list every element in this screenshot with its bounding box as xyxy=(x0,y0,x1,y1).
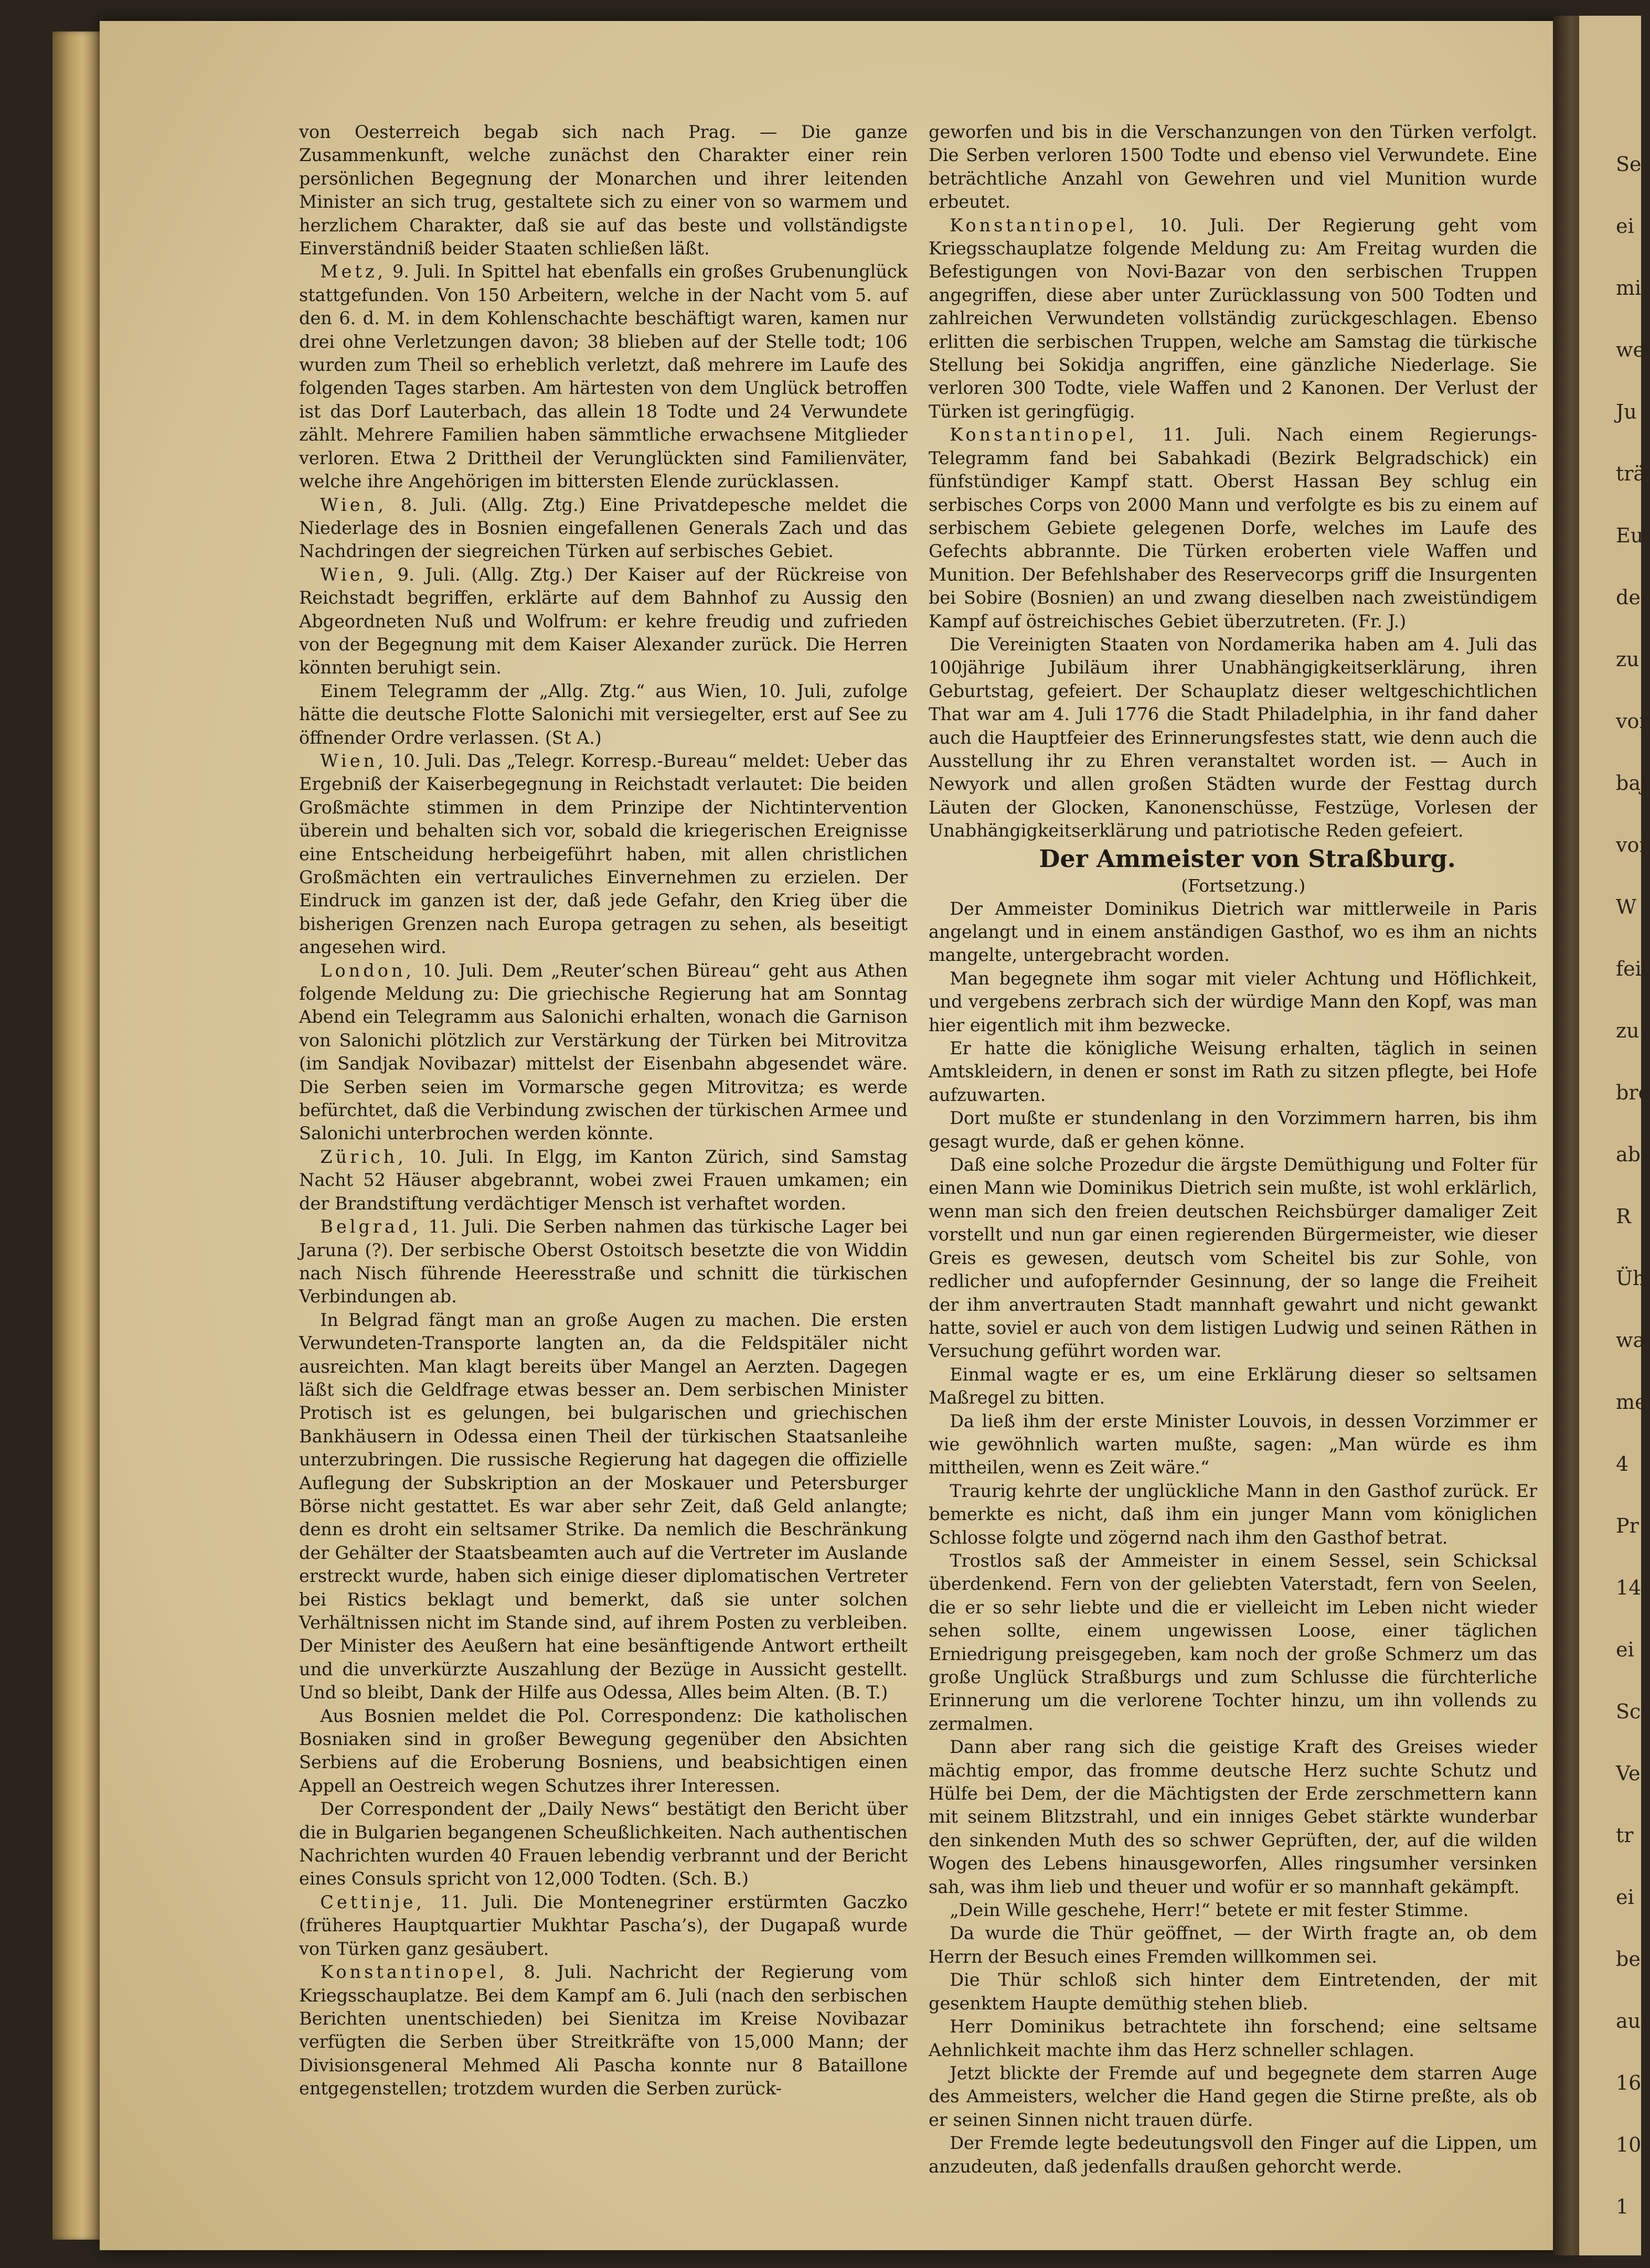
news-item xyxy=(299,494,908,563)
book-block-edge xyxy=(52,31,102,2240)
story-paragraph: Die Thür schloß sich hinter dem Eintretenden, der mit gesenktem Haupte demüthig stehen blieb. xyxy=(929,1970,1537,2014)
edge-fragment: zu xyxy=(1616,1019,1640,1042)
edge-fragment: ei xyxy=(1616,1638,1634,1661)
edge-fragment: ei xyxy=(1616,1886,1634,1909)
dateline: Cettinje, xyxy=(320,1891,425,1912)
dateline: Konstantinopel, xyxy=(950,424,1137,445)
edge-fragment: W xyxy=(1616,895,1637,918)
story-paragraph: Da ließ ihm der erste Minister Louvois, in dessen Vorzimmer er wie gewöhnlich warten mußte, sagen: „Man würde es ihm mittheilen, wenn es Zeit wäre.“ xyxy=(929,1410,1537,1478)
news-item xyxy=(299,680,908,750)
news-item xyxy=(299,121,908,260)
dateline: Wien, xyxy=(320,564,387,585)
story-paragraph: Dort mußte er stundenlang in den Vorzimmern harren, bis ihm gesagt wurde, daß er gehen könne. xyxy=(929,1108,1537,1152)
dateline: Metz, xyxy=(320,261,387,282)
news-item xyxy=(299,260,908,493)
dateline: London, xyxy=(320,960,415,981)
dateline: Wien, xyxy=(320,750,387,771)
edge-fragment: we xyxy=(1616,338,1645,361)
story-paragraph: Herr Dominikus betrachtete ihn forschend; eine seltsame Aehnlichkeit machte ihm das Herz schneller schlagen. xyxy=(929,2016,1537,2060)
news-text: 10. Juli. Das „Telegr. Korresp.-Bureau“ meldet: Ueber das Ergebniß der Kaiserbegegnung in Reichstadt verlautet: Die beiden Großmächte stimmen in dem Prinzipe der Nichtintervention überein und behalten sich vor, sobald die kriegerischen Ereignisse eine Entscheidung herbeigeführt haben, mit allen christlichen Großmächten ein vertrauliches Einvernehmen zu erzielen. Der Eindruck im ganzen ist der, daß jede Gefahr, den Krieg über die bisherigen Grenzen nach Europa getragen zu sehen, als beseitigt angesehen wird. xyxy=(299,750,908,958)
news-text: 11. Juli. Die Montenegriner erstürmten Gaczko (früheres Hauptquartier Mukhtar Pascha’s), der Dugapaß wurde von Türken ganz gesäubert. xyxy=(299,1891,908,1959)
news-item xyxy=(299,1215,908,1309)
edge-fragment: ei xyxy=(1616,215,1634,238)
edge-fragment: der xyxy=(1616,586,1650,609)
edge-fragment: wa xyxy=(1616,1329,1645,1352)
edge-fragment: vor xyxy=(1616,710,1649,733)
edge-fragment: Eu xyxy=(1616,524,1644,547)
edge-fragment: Sc xyxy=(1616,1700,1641,1723)
news-text: geworfen und bis in die Verschanzungen von den Türken verfolgt. Die Serben verloren 1500 Todte und ebenso viel Verwundete. Eine beträchtliche Anzahl von Gewehren und viel Munition wurde erbeutet. xyxy=(929,122,1537,212)
edge-fragment: 1 xyxy=(1616,2195,1629,2218)
edge-fragment: Üh xyxy=(1616,1267,1646,1290)
dateline: Konstantinopel, xyxy=(320,1962,508,1983)
story-paragraph: Jetzt blickte der Fremde auf und begegnete dem starren Auge des Ammeisters, welcher die Hand gegen die Stirne preßte, als ob er seinen Sinnen nicht trauen dürfe. xyxy=(929,2062,1537,2130)
edge-fragment: tr xyxy=(1616,1824,1634,1847)
news-item xyxy=(929,214,1537,424)
edge-fragment: vor xyxy=(1616,833,1649,857)
story-paragraph: Daß eine solche Prozedur die ärgste Demüthigung und Folter für einen Mann wie Dominikus Dietrich sein mußte, ist wohl erklärlich, wenn man sich den freien deutschen Reichsbürger damaliger Zeit vorstellt und nun gar einen regierenden Bürgermeister, wie dieser Greis es gewesen, deutsch vom Scheitel bis zur Sohle, von redlicher und aufopfernder Gesinnung, der so lange die Freiheit der ihm anvertrauten Stadt mannhaft gewahrt und nicht gewankt hatte, soviel er auch von dem listigen Ludwig und seinen Räthen in Versuchung geführt worden war. xyxy=(929,1154,1537,1362)
edge-fragment: zu xyxy=(1616,648,1640,671)
news-item xyxy=(299,1891,908,1961)
story-paragraph: Einmal wagte er es, um eine Erklärung dieser so seltsamen Maßregel zu bitten. xyxy=(929,1364,1537,1408)
news-text: In Belgrad fängt man an große Augen zu machen. Die ersten Verwundeten-Transporte langten an, da die Feldspitäler nicht ausreichten. Man klagt bereits über Mangel an Aerzten. Dagegen läßt sich die Geldfrage etwas besser an. Dem serbischen Minister Protisch ist es gelungen, bei bulgarischen und griechischen Bankhäusern in Odessa einen Theil der türkischen Staatsanleihe unterzubringen. Die russische Regierung hat dagegen die offizielle Auflegung der Subskription an der Moskauer und Petersburger Börse nicht gestattet. Es war aber sehr Zeit, daß Geld anlangte; denn es droht ein seltsamer Strike. Da nemlich die Beschränkung der Gehälter der Staatsbeamten auch auf die Vertreter im Auslande erstreckt wurde, haben sich einige dieser diplomatischen Vertreter bei Ristics beklagt und bemerkt, daß sie unter solchen Verhältnissen nicht im Stande sind, auf ihrem Posten zu verbleiben. Der Minister des Aeußern hat eine besänftigende Antwort ertheilt und die unverkürzte Auszahlung der Bezüge in Aussicht gestellt. Und so bleibt, Dank der Hilfe aus Odessa, Alles beim Alten. (B. T.) xyxy=(299,1309,908,1703)
edge-fragment: R xyxy=(1616,1205,1631,1228)
news-item xyxy=(299,1961,908,2100)
story-paragraph: Traurig kehrte der unglückliche Mann in den Gasthof zurück. Er bemerkte es nicht, daß ihm ein junger Mann vom königlichen Schlosse folgte und zögernd nach ihm den Gasthof betrat. xyxy=(929,1480,1537,1548)
edge-fragment: trä xyxy=(1616,462,1646,485)
edge-fragment: Ve xyxy=(1616,1762,1641,1785)
edge-fragment: me xyxy=(1616,1390,1647,1414)
edge-fragment: 10 xyxy=(1616,2133,1642,2156)
dateline: Belgrad, xyxy=(320,1216,422,1237)
news-text: 10. Juli. In Elgg, im Kanton Zürich, sind Samstag Nacht 52 Häuser abgebrannt, wobei zwei Frauen umkamen; ein der Brandstiftung verdächtiger Mensch ist verhaftet worden. xyxy=(299,1146,908,1214)
story-subtitle: (Fortsetzung.) xyxy=(1181,875,1306,896)
edge-fragment: ab xyxy=(1616,1143,1641,1166)
story-paragraph: Der Fremde legte bedeutungsvoll den Finger auf die Lippen, um anzudeuten, daß jedenfalls draußen gehorcht werde. xyxy=(929,2133,1537,2177)
story-paragraph: Der Ammeister Dominikus Dietrich war mittlerweile in Paris angelangt und in einem anständigen Gasthof, wo es ihm an nichts mangelte, untergebracht worden. xyxy=(929,898,1537,966)
news-text: 8. Juli. (Allg. Ztg.) Eine Privatdepesche meldet die Niederlage des in Bosnien eingefallenen Generals Zach und das Nachdringen der siegreichen Türken auf serbisches Gebiet. xyxy=(299,494,908,562)
story-title: Der Ammeister von Straßburg. xyxy=(1039,844,1456,873)
news-text: Der Correspondent der „Daily News“ bestätigt den Bericht über die in Bulgarien begangenen Scheußlichkeiten. Nach authentischen Nachrichten wurden 40 Frauen lebendig verbrannt und der Bericht eines Consuls spricht von 12,000 Todten. (Sch. B.) xyxy=(299,1799,908,1889)
story-paragraph: Dann aber rang sich die geistige Kraft des Greises wieder mächtig empor, das fromme deutsche Herz suchte Schutz und Hülfe bei Dem, der die Mächtigsten der Erde zerschmettern kann mit seinem Blitzstrahl, und ein inniges Gebet stärkte wunderbar den sinkenden Muth des so schwer Geprüften, der, auf die wilden Wogen des Lebens hinausgeworfen, Alles ringsumher versinken sah, was ihm lieb und theuer und wofür er so mannhaft gekämpft. xyxy=(929,1737,1537,1897)
news-text: 9. Juli. (Allg. Ztg.) Der Kaiser auf der Rückreise von Reichstadt begriffen, erklärte auf dem Bahnhof zu Aussig den Abgeordneten Nuß und Wolfrum: er kehre freudig und zufrieden von der Begegnung mit dem Kaiser Alexander zurück. Die Herren könnten beruhigt sein. xyxy=(299,564,908,678)
edge-fragment: Ju xyxy=(1616,400,1637,423)
news-item xyxy=(929,633,1537,843)
news-text: 10. Juli. Der Regierung geht vom Kriegsschauplatze folgende Meldung zu: Am Freitag wurden die Befestigungen von Novi-Bazar von den serbischen Truppen angegriffen, diese aber unter Zurücklassung von 500 Todten und zahlreichen Verwundeten vollständig zurückgeschlagen. Ebenso erlitten die serbischen Truppen, welche am Samstag die türkische Stellung bei Sokidja angriffen, eine gänzliche Niederlage. Sie verloren 300 Todte, viele Waffen und 2 Kanonen. Der Verlust der Türken ist geringfügig. xyxy=(929,215,1537,422)
news-item xyxy=(299,1146,908,1215)
dateline: Zürich, xyxy=(320,1146,407,1167)
edge-fragment: feit xyxy=(1616,957,1649,980)
news-text: 11. Juli. Nach einem Regierungs-Telegramm fand bei Sabahkadi (Bezirk Belgradschick) ein fünfstündiger Kampf statt. Oberst Hassan Bey schlug ein serbisches Corps von 2000 Mann und verfolgte es bis zu einem auf serbischem Gebiete gelegenen Dorfe, welches im Laufe des Gefechts abbrannte. Die Türken eroberten viele Waffen und Munition. Der Befehlshaber des Reservecorps griff die Insurgenten bei Sobire (Bosnien) an und zwang dieselben nach zweistündigem Kampf auf östreichisches Gebiet überzutreten. (Fr. J.) xyxy=(929,424,1537,632)
news-item xyxy=(299,1705,908,1798)
edge-fragment: 4 xyxy=(1616,1452,1629,1475)
news-text: Aus Bosnien meldet die Pol. Correspondenz: Die katholischen Bosniaken sind in großer Bewegung gegenüber den Absichten Serbiens auf die Eroberung Bosniens, und beabsichtigen einen Appell an Oestreich wegen Schutzes ihrer Interessen. xyxy=(299,1705,908,1796)
news-item xyxy=(929,423,1537,633)
story-paragraph: Trostlos saß der Ammeister in einem Sessel, sein Schicksal überdenkend. Fern von der geliebten Vaterstadt, fern von Seelen, die er so sehr liebte und die er vielleicht im Leben nicht wieder sehen sollte, einem ungewissen Loose, einer täglichen Erniedrigung preisgegeben, kam noch der große Schmerz um das große Unglück Straßburgs und zum Schlusse die fürchterliche Erinnerung um die verlorene Tochter hinzu, um ihn vollends zu zermalmen. xyxy=(929,1550,1537,1734)
story-paragraph: Man begegnete ihm sogar mit vieler Achtung und Höflichkeit, und vergebens zerbrach sich der würdige Mann den Kopf, was man hier eigentlich mit ihm bezwecke. xyxy=(929,968,1537,1035)
right-column xyxy=(929,121,1537,2198)
news-item xyxy=(299,750,908,959)
edge-fragment: baj xyxy=(1616,772,1647,795)
dateline: Konstantinopel, xyxy=(950,215,1137,236)
news-text: Die Vereinigten Staaten von Nordamerika haben am 4. Juli das 100jährige Jubiläum ihrer Unabhängigkeitserklärung, ihren Geburtstag, gefeiert. Der Schauplatz dieser weltgeschichtlichen That war am 4. Juli 1776 die Stadt Philadelphia, in ihr fand daher auch die Hauptfeier des Erinnerungsfestes statt, wie denn auch die Ausstellung ihr zu Ehren veranstaltet worden ist. — Auch in Newyork und allen großen Städten wurde der Festtag durch Läuten der Glocken, Kanonenschüsse, Festzüge, Vorlesen der Unabhängigkeitserklärung und patriotische Reden gefeiert. xyxy=(929,634,1537,841)
edge-fragment: Pr xyxy=(1616,1514,1639,1537)
edge-fragment: 16 xyxy=(1616,2071,1642,2094)
news-item xyxy=(299,1798,908,1891)
news-item xyxy=(929,121,1537,214)
left-column xyxy=(299,121,908,2198)
dateline: Wien, xyxy=(320,494,387,515)
news-text: 8. Juli. Nachricht der Regierung vom Kriegsschauplatze. Bei dem Kampf am 6. Juli (nach den serbischen Berichten unentschieden) bei Sienitza im Kreise Novibazar verfügten die Serben über Streitkräfte von 15,000 Mann; der Divisionsgeneral Mehmed Ali Pascha konnte nur 8 Bataillone entgegenstellen; trotzdem wurden die Serben zurück- xyxy=(299,1962,908,2099)
news-item xyxy=(299,959,908,1146)
news-item xyxy=(299,1309,908,1705)
story-paragraph: Er hatte die königliche Weisung erhalten, täglich in seinen Amtskleidern, in denen er sonst im Rath zu sitzen pflegte, bei Hofe aufzuwarten. xyxy=(929,1038,1537,1105)
news-text: von Oesterreich begab sich nach Prag. — Die ganze Zusammenkunft, welche zunächst den Charakter einer rein persönlichen Begegnung der Monarchen und ihrer leitenden Minister an sich trug, gestaltete sich zu einer von so warmem und herzlichem Charakter, daß sie auf das beste und vollständigste Einverständniß beider Staaten schließen läßt. xyxy=(299,122,908,259)
news-text: Einem Telegramm der „Allg. Ztg.“ aus Wien, 10. Juli, zufolge hätte die deutsche Flotte Salonichi mit versiegelter, erst auf See zu öffnender Ordre verlassen. (St A.) xyxy=(299,680,908,748)
edge-fragment: 14 xyxy=(1616,1576,1642,1599)
news-item xyxy=(299,563,908,680)
news-text: 10. Juli. Dem „Reuter’schen Büreau“ geht aus Athen folgende Meldung zu: Die griechische Regierung hat am Sonntag Abend ein Telegramm aus Salonichi erhalten, wonach die Garnison von Salonichi plötzlich zur Verstärkung der Türken bei Mitrovitza (im Sandjak Novibazar) mittelst der Eisenbahn abgesendet wäre. Die Serben seien im Vormarsche gegen Mitrovitza; es werde befürchtet, daß die Verbindung zwischen der türkischen Armee und Salonichi unterbrochen werden könnte. xyxy=(299,960,908,1144)
news-text: 9. Juli. In Spittel hat ebenfalls ein großes Grubenunglück stattgefunden. Von 150 Arbeitern, welche in der Nacht vom 5. auf den 6. d. M. in dem Kohlenschachte beschäftigt waren, kamen nur drei ohne Verletzungen davon; 38 blieben auf der Stelle todt; 106 wurden zum Theil so erheblich verletzt, daß mehrere im Laufe des folgenden Tages starben. Am härtesten von dem Unglück betroffen ist das Dorf Lauterbach, das allein 18 Todte und 24 Verwundete zählt. Mehrere Familien haben sämmtliche erwachsene Mitglieder verloren. Etwa 2 Drittheil der Verunglückten sind Familienväter, welche ihre Angehörigen im bittersten Elende zurücklassen. xyxy=(299,261,908,492)
edge-fragment: bre xyxy=(1616,1081,1650,1104)
story-paragraph: Da wurde die Thür geöffnet, — der Wirth fragte an, ob dem Herrn der Besuch eines Fremden willkommen sei. xyxy=(929,1923,1537,1967)
edge-fragment: mi xyxy=(1616,276,1642,299)
story-paragraph: „Dein Wille geschehe, Herr!“ betete er mit fester Stimme. xyxy=(950,1900,1469,1921)
edge-fragment: be xyxy=(1616,1948,1641,1971)
edge-fragment: Se xyxy=(1616,153,1642,176)
edge-fragment: au xyxy=(1616,2009,1641,2032)
next-page-edge xyxy=(1579,16,1650,2255)
news-text: 11. Juli. Die Serben nahmen das türkische Lager bei Jaruna (?). Der serbische Oberst Ostoitsch besetzte die von Widdin nach Nisch führende Heeresstraße und schnitt die türkischen Verbindungen ab. xyxy=(299,1216,908,1307)
